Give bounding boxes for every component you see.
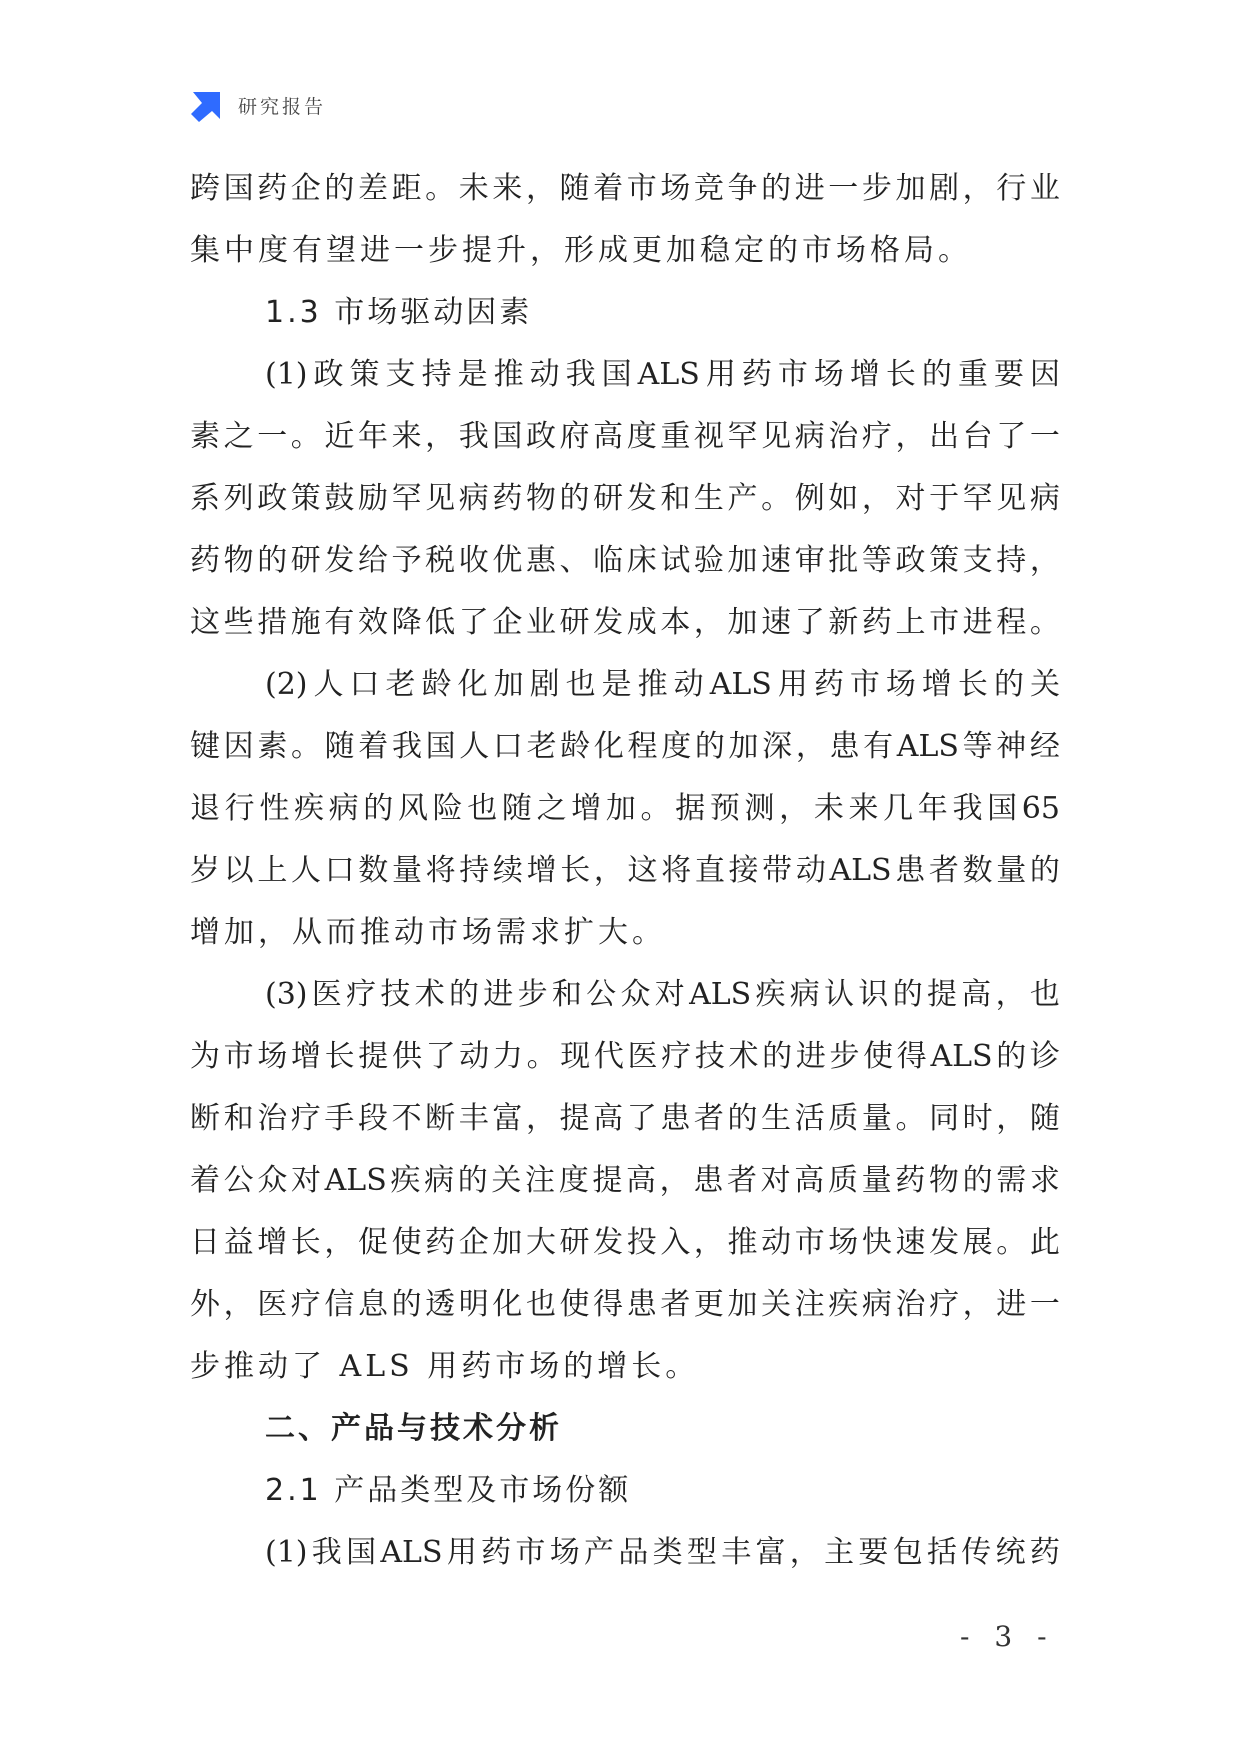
text-line: 2.1 产品类型及市场份额 — [265, 1473, 632, 1508]
text-line: 为 市 场 增 长 提 供 了 动 力 。 现 代 医 疗 技 术 的 进 步 使 得 ALS 的 诊 — [190, 1039, 1060, 1074]
text-line: 这 些 措 施 有 效 降 低 了 企 业 研 发 成 本 ， 加 速 了 新 药 上 市 进 程 。 — [190, 605, 1060, 640]
text-line: 1.3 市场驱动因素 — [265, 295, 533, 330]
page-number: - 3 - — [960, 1620, 1055, 1653]
text-line: 退 行 性 疾 病 的 风 险 也 随 之 增 加 。 据 预 测 ， 未 来 几 年 我 国 65 — [190, 791, 1060, 826]
arrow-up-right-icon — [190, 88, 224, 122]
text-line: 增加，从而推动市场需求扩大。 — [190, 915, 666, 950]
text-line: 断 和 治 疗 手 段 不 断 丰 富 ， 提 高 了 患 者 的 生 活 质 量 。 同 时 ， 随 — [190, 1101, 1060, 1136]
text-line: 药 物 的 研 发 给 予 税 收 优 惠 、 临 床 试 验 加 速 审 批 等 政 策 支 持 ， — [190, 543, 1060, 578]
text-line: 步推动了 ALS 用药市场的增长。 — [190, 1349, 700, 1384]
text-line: 素 之 一 。 近 年 来 ， 我 国 政 府 高 度 重 视 罕 见 病 治 疗 ， 出 台 了 一 — [190, 419, 1060, 454]
text-line: 键 因 素 。 随 着 我 国 人 口 老 龄 化 程 度 的 加 深 ， 患 有 ALS 等 神 经 — [190, 729, 1060, 764]
text-line: (3) 医 疗 技 术 的 进 步 和 公 众 对 ALS 疾 病 认 识 的 提 高 ， 也 — [265, 977, 1060, 1012]
text-line: 外 ， 医 疗 信 息 的 透 明 化 也 使 得 患 者 更 加 关 注 疾 病 治 疗 ， 进 一 — [190, 1287, 1060, 1322]
text-line: 跨 国 药 企 的 差 距 。 未 来 ， 随 着 市 场 竞 争 的 进 一 步 加 剧 ， 行 业 — [190, 171, 1060, 206]
text-line: 岁 以 上 人 口 数 量 将 持 续 增 长 ， 这 将 直 接 带 动 ALS 患 者 数 量 的 — [190, 853, 1060, 888]
text-line: 集中度有望进一步提升，形成更加稳定的市场格局。 — [190, 233, 972, 268]
text-line: 系 列 政 策 鼓 励 罕 见 病 药 物 的 研 发 和 生 产 。 例 如 ， 对 于 罕 见 病 — [190, 481, 1060, 516]
page-header — [190, 88, 326, 122]
text-line: (1) 我 国 ALS 用 药 市 场 产 品 类 型 丰 富 ， 主 要 包 括 传 统 药 — [265, 1535, 1060, 1570]
text-line: 二、产品与技术分析 — [265, 1411, 562, 1446]
text-line: 着 公 众 对 ALS 疾 病 的 关 注 度 提 高 ， 患 者 对 高 质 量 药 物 的 需 求 — [190, 1163, 1060, 1198]
text-line: (1) 政 策 支 持 是 推 动 我 国 ALS 用 药 市 场 增 长 的 重 要 因 — [265, 357, 1060, 392]
text-line: (2) 人 口 老 龄 化 加 剧 也 是 推 动 ALS 用 药 市 场 增 长 的 关 — [265, 667, 1060, 702]
header-title: 研究报告 — [238, 95, 327, 118]
document-body — [190, 158, 1060, 1584]
text-line: 日 益 增 长 ， 促 使 药 企 加 大 研 发 投 入 ， 推 动 市 场 快 速 发 展 。 此 — [190, 1225, 1060, 1260]
